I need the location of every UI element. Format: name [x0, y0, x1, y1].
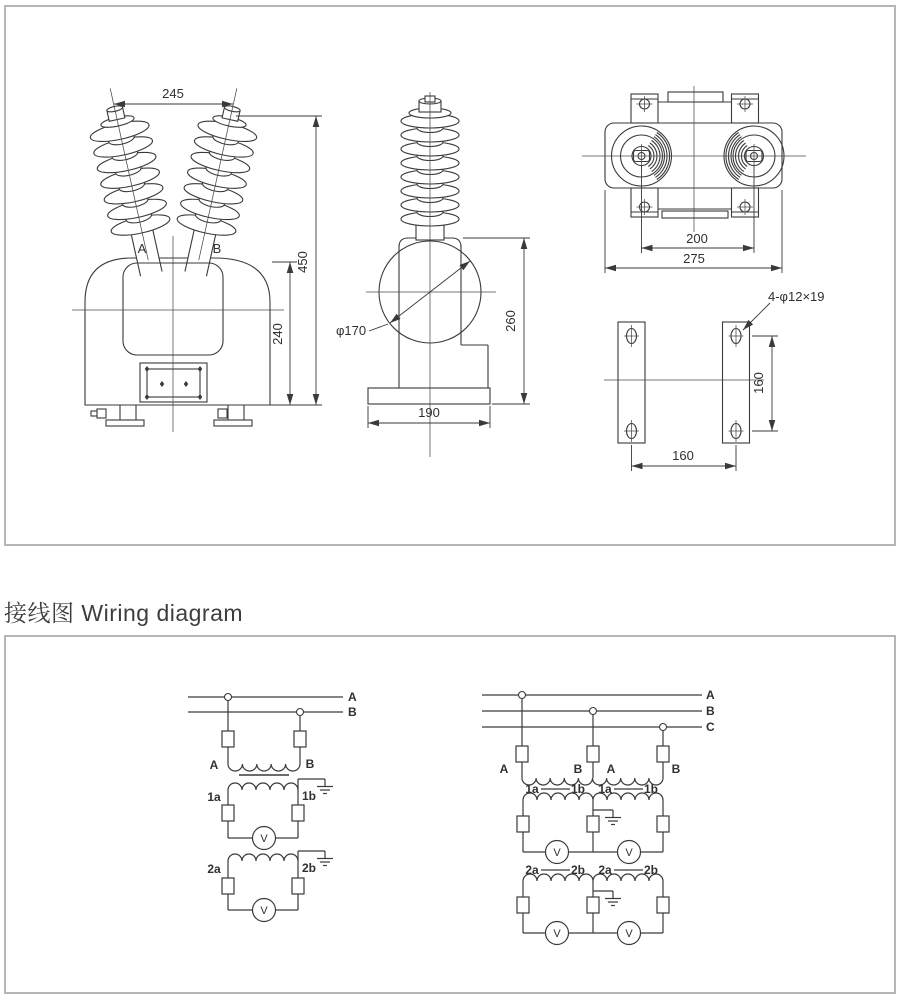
- tap-node: [660, 724, 667, 731]
- sec1-label-1b: 1b: [570, 782, 586, 796]
- secondary2-winding: [228, 854, 298, 861]
- ground-icon: [605, 891, 621, 906]
- bus-label-a: A: [706, 688, 715, 702]
- mounting-foot-left: [91, 405, 144, 426]
- bus-label-b: B: [348, 705, 357, 719]
- voltmeter-label: V: [553, 847, 561, 859]
- front-view: [72, 82, 322, 432]
- mounting-strip-left: [618, 322, 645, 443]
- dim-bushing-spacing: 200: [686, 231, 708, 246]
- section-title: 接线图 Wiring diagram: [4, 600, 244, 626]
- transformer-body-outline: [85, 258, 270, 405]
- tap-node: [519, 692, 526, 699]
- voltmeter-label: V: [625, 928, 633, 940]
- primary-label-b2: B: [671, 762, 681, 776]
- fuse: [587, 746, 599, 762]
- fuse: [292, 805, 304, 821]
- dim-total-height: 450: [295, 251, 310, 273]
- primary-label-b: B: [305, 757, 315, 771]
- wiring-right-circuit: [482, 688, 715, 945]
- fuse: [657, 816, 669, 832]
- dim-base-width: 190: [418, 405, 440, 420]
- tap-node: [590, 708, 597, 715]
- mounting-strip-right: [723, 322, 750, 443]
- fuse: [657, 746, 669, 762]
- tap-node: [297, 709, 304, 716]
- fuse: [657, 897, 669, 913]
- dim-hole-pitch-horizontal: 160: [672, 448, 694, 463]
- fuse: [516, 746, 528, 762]
- bushing-left: [81, 82, 181, 280]
- secondary2-label-2b: 2b: [301, 861, 317, 875]
- primary-label-a1: A: [499, 762, 509, 776]
- top-view: [582, 86, 806, 273]
- wiring-left-circuit: [188, 690, 357, 922]
- fuse: [222, 731, 234, 747]
- rear-tab-top: [668, 92, 723, 102]
- tap-node: [225, 694, 232, 701]
- fuse: [587, 897, 599, 913]
- sec1-label-1a: 1a: [525, 782, 539, 796]
- sec1-label-1a2: 1a: [598, 782, 612, 796]
- mounting-foot-right: [214, 405, 252, 426]
- dim-overall-width: 275: [683, 251, 705, 266]
- dim-terminal-spacing: 245: [162, 86, 184, 101]
- sec1-label-1b2: 1b: [643, 782, 659, 796]
- mounting-footprint-view: [604, 289, 825, 471]
- holes-note: 4-φ12×19: [768, 289, 825, 304]
- sec2-label-2a: 2a: [525, 863, 539, 877]
- fuse: [517, 816, 529, 832]
- sec2-label-2b: 2b: [570, 863, 586, 877]
- primary-winding: [228, 764, 300, 771]
- primary-windings: [522, 778, 663, 785]
- bus-label-a: A: [348, 690, 357, 704]
- secondary1-label-1a: 1a: [207, 790, 221, 804]
- secondary1-label-1b: 1b: [301, 789, 317, 803]
- dim-hole-pitch-vertical: 160: [751, 372, 766, 394]
- voltmeter-label: V: [260, 905, 268, 917]
- terminal-label-b: B: [212, 241, 222, 256]
- primary-label-b1: B: [573, 762, 583, 776]
- primary-label-a2: A: [606, 762, 616, 776]
- fuse: [517, 897, 529, 913]
- fuse: [222, 878, 234, 894]
- dim-side-height: 260: [503, 310, 518, 332]
- side-view: [336, 92, 530, 457]
- sec2-label-2a2: 2a: [598, 863, 612, 877]
- bus-label-c: C: [706, 720, 715, 734]
- fuse: [292, 878, 304, 894]
- voltmeter-label: V: [260, 833, 268, 845]
- ground-icon: [317, 851, 333, 866]
- ground-icon: [317, 779, 333, 794]
- voltmeter-label: V: [553, 928, 561, 940]
- sec2-label-2b2: 2b: [643, 863, 659, 877]
- fuse: [294, 731, 306, 747]
- ground-icon: [605, 810, 621, 825]
- secondary2-label-2a: 2a: [207, 862, 221, 876]
- secondary1-windings: [523, 793, 663, 800]
- secondary1-winding: [228, 783, 298, 790]
- base-plate: [368, 388, 490, 404]
- bus-label-b: B: [706, 704, 715, 718]
- fuse: [587, 816, 599, 832]
- secondary2-windings: [523, 874, 663, 881]
- fuse: [222, 805, 234, 821]
- terminal-label-a: A: [137, 241, 147, 256]
- rear-tab-bottom: [662, 211, 728, 218]
- dim-tank-diameter: φ170: [336, 323, 367, 338]
- primary-label-a: A: [209, 758, 219, 772]
- dim-body-height: 240: [270, 323, 285, 345]
- voltmeter-label: V: [625, 847, 633, 859]
- top-dimensions: [605, 166, 782, 273]
